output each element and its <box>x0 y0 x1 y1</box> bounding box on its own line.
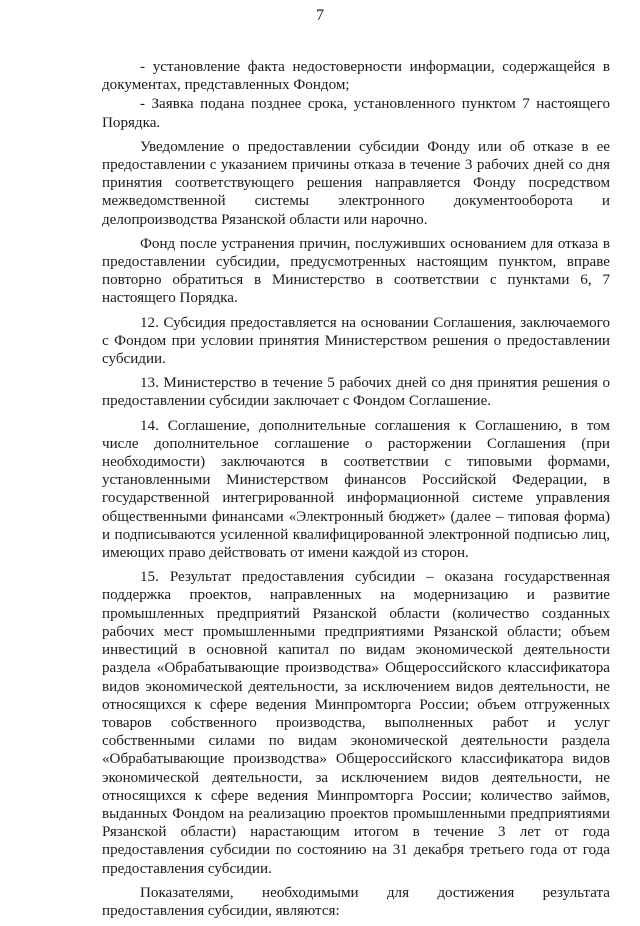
paragraph-notification: Уведомление о предоставлении субсидии Фонду или об отказе в ее предоставлении с указанием причины отказа в течение 3 рабочих дней со дня принятия соответствующего решения направляется Фонду посредством межведомственной системы электронного документооборота и делопроизводства Рязанской области или нарочно. <box>102 138 610 228</box>
paragraph-refusal-reason-false-info: - установление факта недостоверности информации, содержащейся в документах, представленных Фондом; <box>102 59 610 94</box>
paragraph-clause-14: 14. Соглашение, дополнительные соглашения к Соглашению, в том числе дополнительное соглашение о расторжении Соглашения (при необходимости) заключаются в соответствии с типовыми формами, установленными Министерством финансов Российской Федерации, в государственной интегрированной информационной системе управления общественными финансами «Электронный бюджет» (далее – типовая форма) и подписываются усиленной квалифицированной электронной подписью лиц, имеющих право действовать от имени каждой из сторон. <box>102 417 610 562</box>
document-body <box>102 58 610 926</box>
page-number: 7 <box>316 7 324 24</box>
paragraph-refusal-reason-late-application: - Заявка подана позднее срока, установленного пунктом 7 настоящего Порядка. <box>102 96 610 131</box>
paragraph-clause-12: 12. Субсидия предоставляется на основании Соглашения, заключаемого с Фондом при условии принятия Министерством решения о предоставлении субсидии. <box>102 314 610 368</box>
paragraph-reapplication: Фонд после устранения причин, послуживших основанием для отказа в предоставлении субсидии, предусмотренных настоящим пунктом, вправе повторно обратиться в Министерство в соответствии с пунктами 6, 7 настоящего Порядка. <box>102 235 610 307</box>
paragraph-clause-15: 15. Результат предоставления субсидии – оказана государственная поддержка проектов, направленных на модернизацию и развитие промышленных предприятий Рязанской области (количество созданных рабочих мест промышленными предприятиями Рязанской области; объем инвестиций в основной капитал по видам экономической деятельности раздела «Обрабатывающие производства» Общероссийского классификатора видов экономической деятельности, за исключением видов деятельности, не относящихся к сфере ведения Минпромторга России; объем отгруженных товаров собственного производства, выполненных работ и услуг собственными силами по видам экономической деятельности раздела «Обрабатывающие производства» Общероссийского классификатора видов экономической деятельности, за исключением видов деятельности, не относящихся к сфере ведения Минпромторга России; количество займов, выданных Фондом на реализацию проектов промышленными предприятиями Рязанской области) нарастающим итогом в течение 3 лет от года предоставления субсидии по состоянию на 31 декабря третьего года от года предоставления субсидии. <box>102 569 610 877</box>
paragraph-indicators-intro: Показателями, необходимыми для достижения результата предоставления субсидии, являются: <box>102 884 610 919</box>
paragraph-clause-13: 13. Министерство в течение 5 рабочих дней со дня принятия решения о предоставлении субсидии заключает с Фондом Соглашение. <box>102 375 610 410</box>
